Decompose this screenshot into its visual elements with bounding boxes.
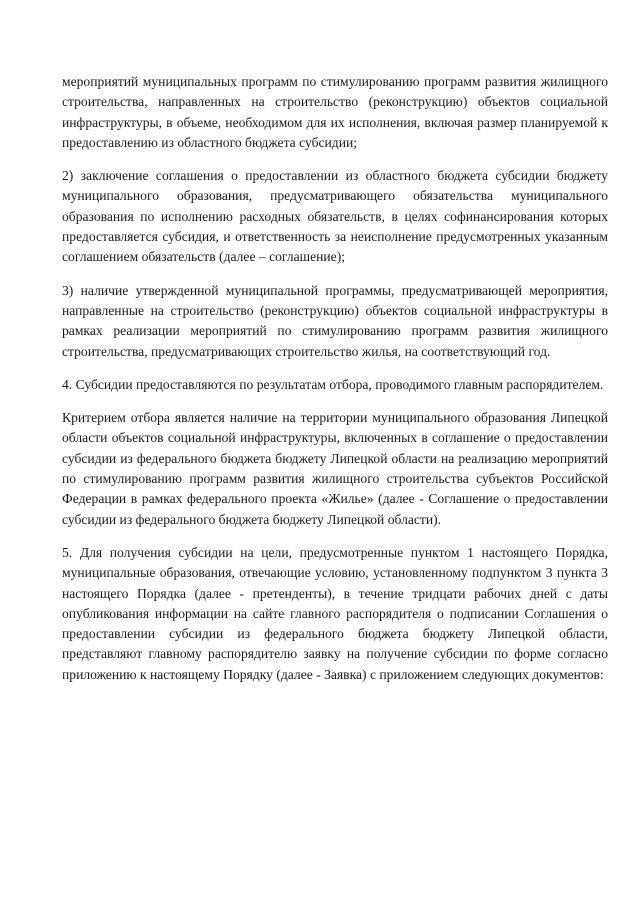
paragraph-condition-2: 2) заключение соглашения о предоставлении из областного бюджета субсидии бюджету муниципального образования, предусматривающего обязательства муниципального образования по исполнению расходных обязательств, в целях софинансирования которых предоставляется субсидия, и ответственность за неисполнение предусмотренных указанным соглашением обязательств (далее – соглашение); bbox=[62, 168, 608, 265]
paragraph-item-4: 4. Субсидии предоставляются по результатам отбора, проводимого главным распорядителем. bbox=[62, 376, 604, 392]
paragraph-condition-3: 3) наличие утвержденной муниципальной программы, предусматривающей мероприятия, направленные на строительство (реконструкцию) объектов социальной инфраструктуры в рамках реализации мероприятий по стимулированию программ развития жилищного строительства, предусматривающих строительство жилья, на соответствующий год. bbox=[62, 282, 608, 359]
document-page bbox=[62, 72, 608, 698]
paragraph-conditions-1-continued: мероприятий муниципальных программ по стимулированию программ развития жилищного строительства, направленных на строительство (реконструкцию) объектов социальной инфраструктуры, в объеме, необходимом для их исполнения, включая размер планируемой к предоставлению из областного бюджета субсидии; bbox=[62, 74, 608, 150]
paragraph-selection-criterion: Критерием отбора является наличие на территории муниципального образования Липецкой области объектов социальной инфраструктуры, включенных в соглашение о предоставлении субсидии из федерального бюджета бюджету Липецкой области на реализацию мероприятий по стимулированию программ развития жилищного строительства субъектов Российской Федерации в рамках федерального проекта «Жилье» (далее - Соглашение о предоставлении субсидии из федерального бюджета бюджету Липецкой области). bbox=[62, 410, 608, 527]
paragraph-item-5: 5. Для получения субсидии на цели, предусмотренные пунктом 1 настоящего Порядка, муниципальные образования, отвечающие условию, установленному подпунктом 3 пункта 3 настоящего Порядка (далее - претенденты), в течение тридцати рабочих дней с даты опубликования информации на сайте главного распорядителя о подписании Соглашения о предоставлении субсидии из федерального бюджета бюджету Липецкой области, представляют главному распорядителю заявку на получение субсидии по форме согласно приложению к настоящему Порядку (далее - Заявка) с приложением следующих документов: bbox=[62, 544, 608, 682]
